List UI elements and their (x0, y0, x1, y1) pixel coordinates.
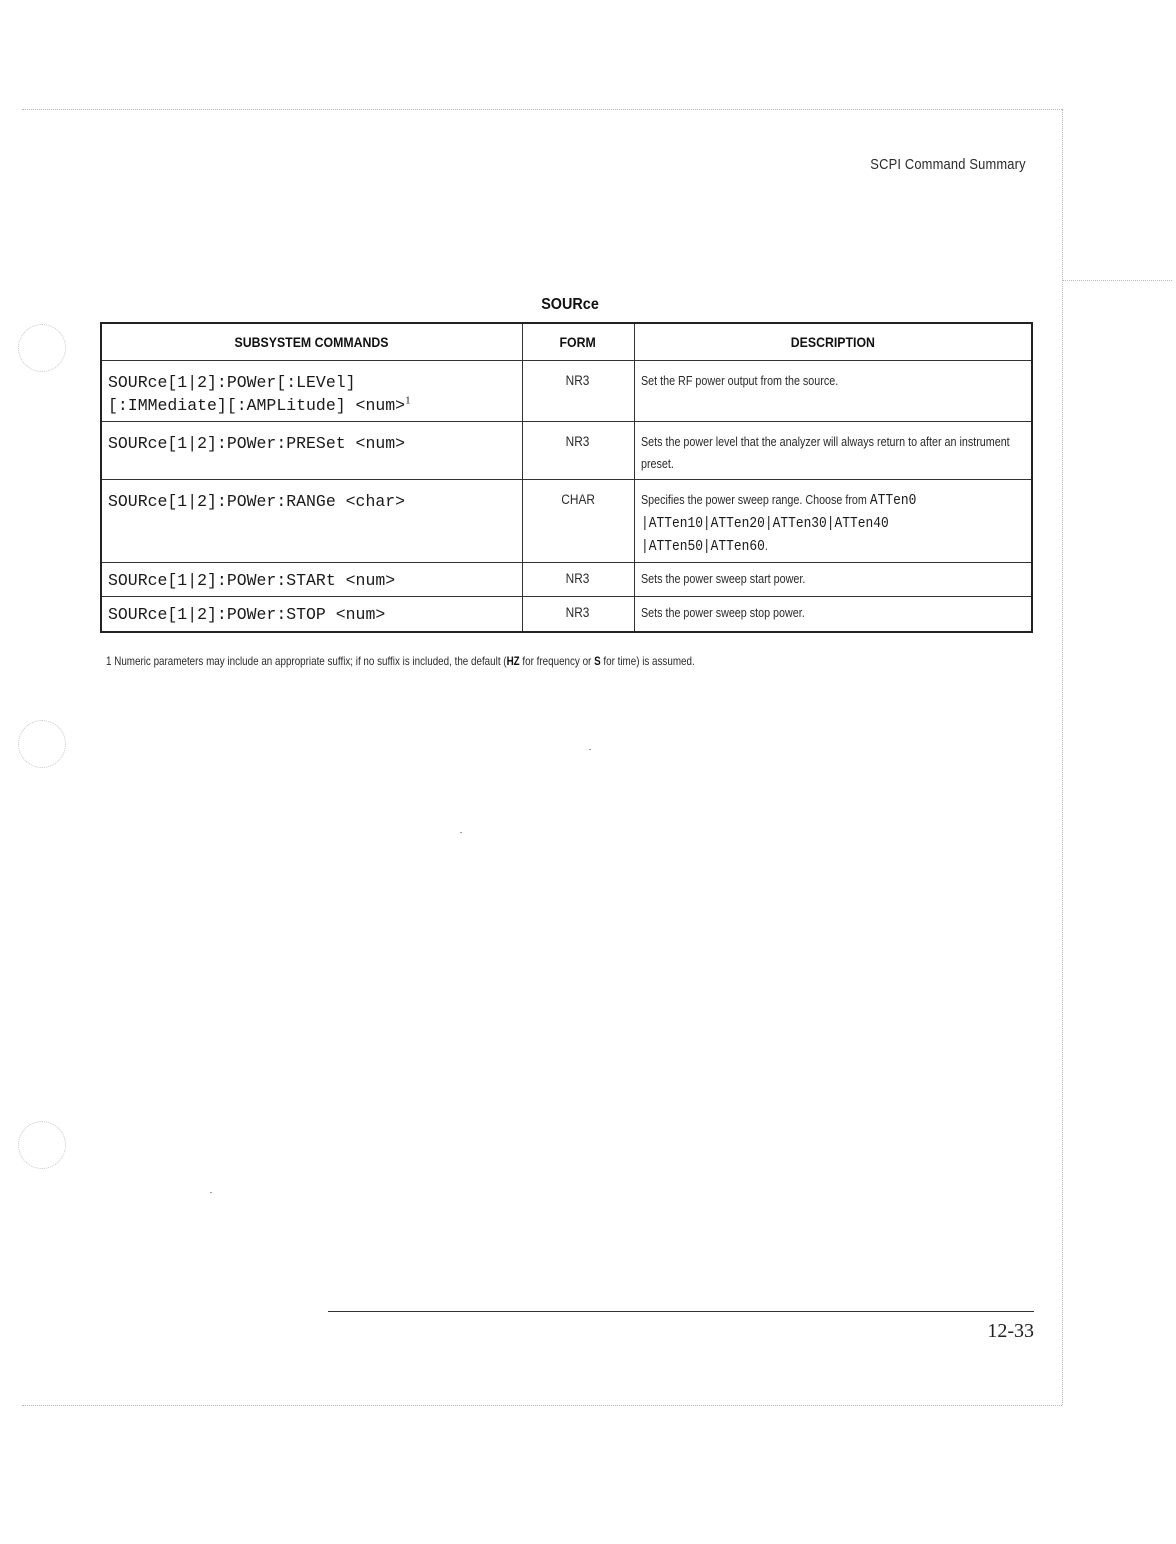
command-cell (101, 480, 522, 563)
form-cell (522, 361, 634, 422)
scan-speck (460, 832, 462, 833)
description-cell (634, 422, 1032, 480)
footnote-ref: 1 (405, 394, 411, 407)
table-row (101, 480, 1032, 563)
description-text (641, 489, 1021, 558)
range-options: ATTen0 |ATTen10|ATTen20|ATTen30|ATTen40 |ATTen50|ATTen60 (640, 492, 916, 555)
description-text: Sets the power sweep start power. (640, 572, 805, 586)
command-cell (101, 563, 522, 597)
form-cell (522, 422, 634, 480)
command-text: SOURce[1|2]:POWer[:LEVel] (108, 373, 356, 392)
table-row (101, 563, 1032, 597)
form-text: NR3 (566, 373, 590, 388)
description-prefix: Specifies the power sweep range. Choose from (640, 493, 870, 507)
header-label: SUBSYSTEM COMMANDS (234, 334, 389, 350)
section-title (0, 296, 1140, 314)
scan-edge-bottom (22, 1405, 1062, 1406)
command-text: SOURce[1|2]:POWer:STOP <num> (108, 605, 386, 624)
description-cell (634, 597, 1032, 632)
scan-edge-top (22, 109, 1062, 110)
table-row (101, 361, 1032, 422)
table-row (101, 597, 1032, 632)
punch-hole-top (18, 324, 66, 372)
command-cell (101, 422, 522, 480)
running-head: SCPI Command Summary (870, 156, 1026, 173)
scan-speck (589, 749, 591, 750)
header-label: FORM (559, 334, 597, 350)
scan-edge-tab (1062, 280, 1172, 281)
description-cell (634, 480, 1032, 563)
table-row (101, 422, 1032, 480)
section-title-text: SOURce (541, 296, 599, 313)
command-cell (101, 597, 522, 632)
header-form (522, 323, 634, 361)
description-text: Sets the power sweep stop power. (640, 606, 805, 620)
header-subsystem-commands (101, 323, 522, 361)
description-text: Set the RF power output from the source. (640, 374, 838, 388)
footnote-number: 1 (106, 654, 112, 668)
header-description (634, 323, 1032, 361)
command-text: SOURce[1|2]:POWer:STARt <num> (108, 571, 396, 590)
command-text: SOURce[1|2]:POWer:RANGe <char> (108, 492, 406, 511)
scan-speck (210, 1192, 212, 1193)
command-table (100, 322, 1033, 633)
footnote-hz: HZ (506, 654, 520, 668)
header-label: DESCRIPTION (790, 334, 875, 350)
form-cell (522, 480, 634, 563)
footnote-s: S (594, 654, 601, 668)
description-cell (634, 563, 1032, 597)
form-text: NR3 (566, 605, 590, 620)
description-text: Sets the power level that the analyzer will always return to after an instrument preset. (640, 435, 1010, 471)
form-cell (522, 597, 634, 632)
command-text: [:IMMediate][:AMPLitude] <num> (108, 396, 406, 415)
form-text: CHAR (561, 492, 595, 507)
command-cell (101, 361, 522, 422)
footnote-text: for frequency or (519, 654, 595, 668)
footer-rule (328, 1311, 1034, 1312)
footnote (106, 654, 695, 668)
command-text: SOURce[1|2]:POWer:PRESet <num> (108, 434, 406, 453)
punch-hole-middle (18, 720, 66, 768)
form-cell (522, 563, 634, 597)
form-text: NR3 (566, 434, 590, 449)
punch-hole-bottom (18, 1121, 66, 1169)
footnote-text: Numeric parameters may include an appropriate suffix; if no suffix is included, the default ( (111, 654, 507, 668)
table-header-row (101, 323, 1032, 361)
footnote-text: for time) is assumed. (600, 654, 695, 668)
form-text: NR3 (566, 571, 590, 586)
description-suffix: . (764, 539, 768, 553)
page-number: 12-33 (987, 1320, 1034, 1342)
description-cell (634, 361, 1032, 422)
